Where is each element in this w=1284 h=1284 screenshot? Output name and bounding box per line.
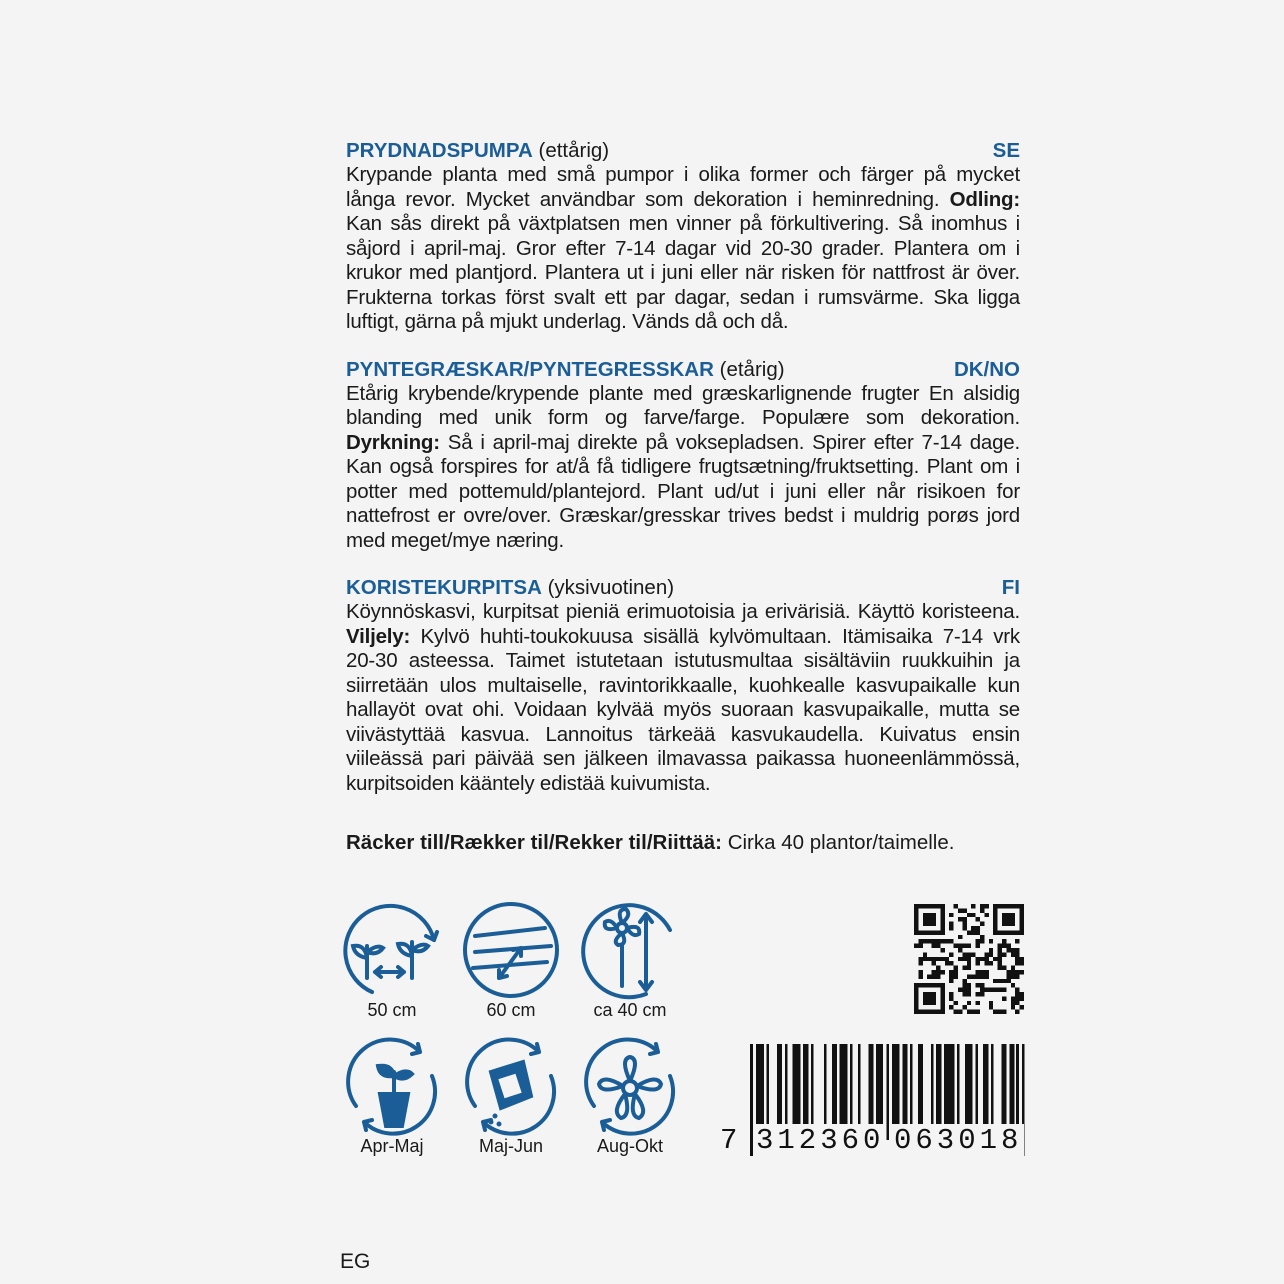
cultivation-label: Viljely: bbox=[346, 624, 411, 648]
yield-label: Räcker till/Rækker til/Rekker til/Riittää: bbox=[346, 831, 722, 854]
icon-label: 60 cm bbox=[486, 1000, 536, 1020]
icon-label: 50 cm bbox=[367, 1000, 417, 1020]
section-title: KORISTEKURPITSA bbox=[346, 576, 542, 599]
language-code: FI bbox=[1001, 576, 1020, 599]
section-body: Etårig krybende/krypende plante med græskarlignende frugter En alsidig blanding med unik form og farve/farge. Populære som dekoration. Dyrkning: Så i april-maj direkte på voksepladsen. Spirer efter 7-14 dage. Kan også forspires for at/å få tidligere frugtsætning/fruktsetting. Plant om i potter med pottemuld/plantejord. Plant ud/ut i juni eller når risikoen for nattefrost er ovre/over. Græskar/gresskar trives bedst i muldrig porøs jord med meget/mye næring. bbox=[346, 381, 1020, 552]
cultivation-label: Dyrkning: bbox=[346, 430, 440, 454]
section-fi bbox=[346, 575, 1020, 796]
section-subtitle: (etårig) bbox=[713, 357, 785, 381]
flowering-time-icon bbox=[580, 1036, 680, 1156]
cultivation-label: Odling: bbox=[949, 187, 1020, 211]
section-subtitle: (ettårig) bbox=[532, 139, 610, 162]
seed-yield bbox=[346, 830, 1020, 855]
section-dk-no bbox=[346, 357, 1020, 554]
planting-time-icon bbox=[461, 1036, 561, 1156]
yield-value: Cirka 40 plantor/taimelle. bbox=[722, 831, 955, 854]
icon-label: Maj-Jun bbox=[478, 1136, 544, 1156]
icon-label: Aug-Okt bbox=[596, 1136, 664, 1156]
language-code: DK/NO bbox=[953, 357, 1020, 381]
footer-code: EG bbox=[340, 1250, 371, 1273]
plant-spacing-icon bbox=[342, 900, 442, 1020]
row-spacing-icon bbox=[461, 900, 561, 1020]
barcode-group-1: 312360 bbox=[756, 1124, 885, 1157]
sowing-time-icon bbox=[342, 1036, 442, 1156]
icon-label: Apr-Maj bbox=[360, 1136, 424, 1156]
section-heading bbox=[346, 138, 1020, 163]
section-heading bbox=[346, 575, 1020, 600]
section-body: Krypande planta med små pumpor i olika former och färger på mycket långa revor. Mycket användbar som dekoration i heminredning. Odling: Kan sås direkt på växtplatsen men vinner på förkultivering. Så inomhus i såjord i april-maj. Gror efter 7-14 dagar vid 20-30 grader. Plantera om i krukor med plantjord. Plantera ut i juni eller när risken för nattfrost är över. Frukterna torkas först svalt ett par dagar, sedan i rumsvärme. Ska ligga luftigt, gärna på mjukt underlag. Vänds då och då. bbox=[346, 163, 1020, 333]
barcode-lead-digit: 7 bbox=[720, 1124, 738, 1157]
icon-label: ca 40 cm bbox=[593, 1000, 667, 1020]
section-heading bbox=[346, 357, 1020, 382]
section-subtitle: (yksivuotinen) bbox=[541, 576, 675, 599]
product-text bbox=[346, 138, 1020, 855]
section-body: Köynnöskasvi, kurpitsat pieniä erimuotoisia ja erivärisiä. Käyttö koristeena. Viljely: Kylvö huhti-toukokuusa sisällä kylvömultaan. Itämisaika 7-14 vrk 20-30 asteessa. Taimet istutetaan istutusmultaa sisältäviin ruukkuihin ja siirretään ulos multaiselle, ravintorikkaalle, kuohkealle kasvupaikalle kun hallayöt ovat ohi. Voidaan kylvää myös suoraan kasvupaikalle, mutta se viivästyttää kasvua. Lannoitus tärkeää kasvukaudella. Kuivatus ensin viileässä pari päivää sen jälkeen ilmavassa paikassa huoneenlämmössä, kurpitsoiden kääntely edistää kuivumista. bbox=[346, 600, 1020, 795]
language-code: SE bbox=[992, 139, 1020, 162]
plant-height-icon bbox=[580, 900, 680, 1020]
section-se bbox=[346, 138, 1020, 335]
section-title: PYNTEGRÆSKAR/PYNTEGRESSKAR bbox=[346, 357, 714, 381]
barcode-group-2: 063018 bbox=[894, 1124, 1023, 1157]
section-title: PRYDNADSPUMPA bbox=[346, 139, 533, 162]
qr-code[interactable] bbox=[914, 904, 1024, 1014]
